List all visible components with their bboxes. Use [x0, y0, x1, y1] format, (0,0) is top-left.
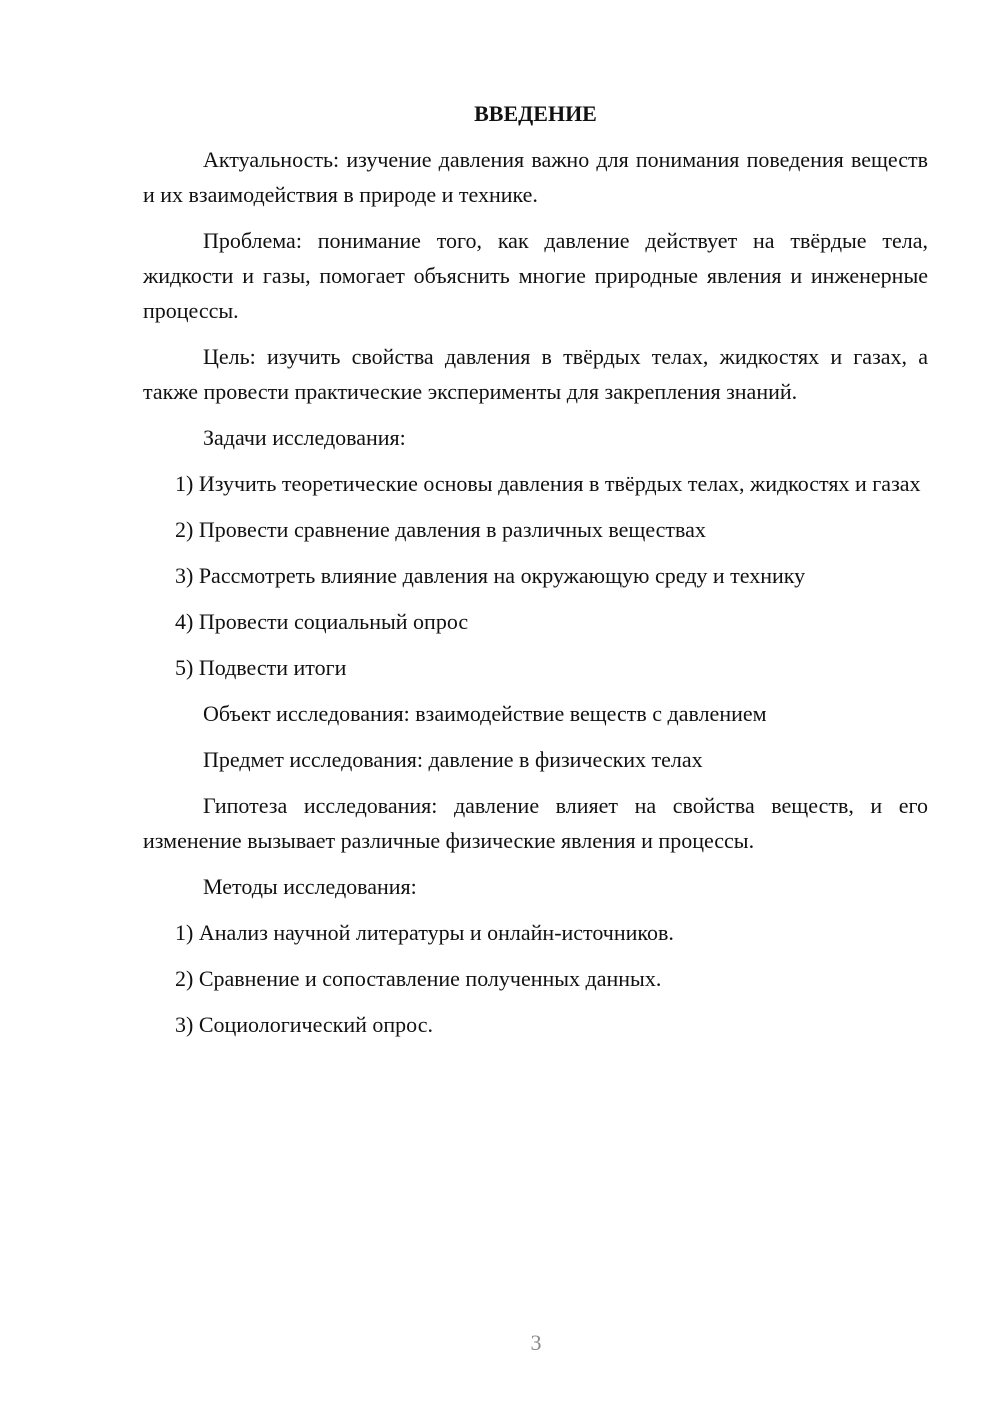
task-item-3: 3) Рассмотреть влияние давления на окружающую среду и технику: [175, 563, 806, 588]
problem-paragraph: Проблема: понимание того, как давление действует на твёрдые тела, жидкости и газы, помогает объяснить многие природные явления и инженерные процессы.: [143, 228, 928, 323]
task-item-1: 1) Изучить теоретические основы давления в твёрдых телах, жидкостях и газах: [175, 471, 921, 496]
task-item-4: 4) Провести социальный опрос: [175, 609, 469, 634]
page-content: [143, 96, 928, 1053]
task-item-5: 5) Подвести итоги: [175, 655, 347, 680]
task-item-2: 2) Провести сравнение давления в различных веществах: [175, 517, 706, 542]
goal-paragraph: Цель: изучить свойства давления в твёрдых телах, жидкостях и газах, а также провести практические эксперименты для закрепления знаний.: [143, 344, 928, 404]
section-title: ВВЕДЕНИЕ: [474, 101, 597, 126]
subject-paragraph: Предмет исследования: давление в физических телах: [203, 747, 703, 772]
page-number: 3: [530, 1330, 542, 1355]
tasks-heading: Задачи исследования:: [203, 425, 406, 450]
method-item-2: 2) Сравнение и сопоставление полученных данных.: [175, 966, 662, 991]
object-paragraph: Объект исследования: взаимодействие веществ с давлением: [203, 701, 767, 726]
relevance-paragraph: Актуальность: изучение давления важно для понимания поведения веществ и их взаимодействия в природе и технике.: [143, 147, 928, 207]
method-item-3: 3) Социологический опрос.: [175, 1012, 433, 1037]
method-item-1: 1) Анализ научной литературы и онлайн-источников.: [175, 920, 674, 945]
methods-heading: Методы исследования:: [203, 874, 417, 899]
hypothesis-paragraph: Гипотеза исследования: давление влияет на свойства веществ, и его изменение вызывает различные физические явления и процессы.: [143, 793, 928, 853]
